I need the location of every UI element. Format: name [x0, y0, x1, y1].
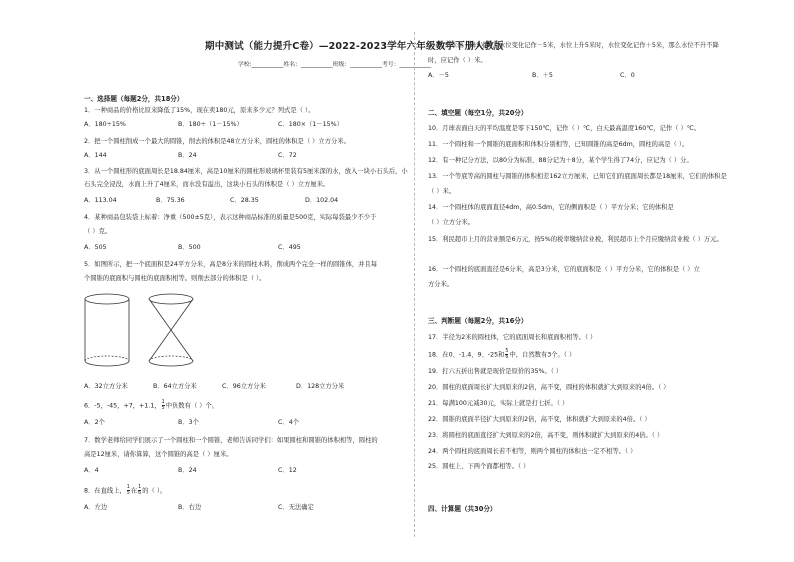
question-17: 17．半径为2米的圆柱体，它的底面周长和底面积相等。（ ） [428, 334, 597, 341]
question-2: 2．把一个圆柱削成一个最大的圆锥，削去的体积是48立方分米，圆柱的体积是（ ）立方分米。 [84, 138, 350, 145]
q6-option-a: A．2个 [84, 419, 105, 426]
question-20: 20．圆柱的底面周长扩大到原来的2倍，高不变，圆柱的体积就扩大到原来的4倍。（ ） [428, 384, 670, 391]
q4-option-c: C．495 [278, 244, 301, 251]
column-divider [414, 32, 415, 537]
double-cone-figure [146, 293, 196, 369]
question-6 [84, 400, 218, 411]
q3-option-b: B．75.36 [156, 197, 185, 204]
q7-option-c: C．12 [278, 467, 297, 474]
question-10: 10．月球表面白天的平均温度是零下150℃，记作（ ）℃，白天最高温度160℃，记作（ ）℃。 [428, 125, 701, 132]
q3-option-a: A．113.04 [84, 197, 117, 204]
student-info-line: 学校:___________姓名：___________班级：___________考号：___________ [238, 62, 432, 68]
q1-option-a: A．180÷15% [84, 121, 126, 128]
question-15: 15．利民超市上月的营业额是6万元，按5%的税率缴纳营业税，利民超市上个月应缴纳营业税（ ）万元。 [428, 236, 723, 243]
question-19: 19．打六五折出售就是现价是原价的35%。（ ） [428, 368, 563, 375]
question-12: 12．有一种记分方法，以80分为标准，88分记为＋8分，某个学生得了74分，应记为（ ）分。 [428, 157, 693, 164]
q9-option-c: C．0 [620, 72, 635, 79]
q6-option-c: C．4个 [278, 419, 299, 426]
q18-fraction [505, 349, 508, 360]
q5-option-d: D．128立方分米 [296, 383, 345, 390]
question-7-line-2: 高是12厘米，请你算算，这个圆锥的高是（ ）厘米。 [84, 451, 233, 458]
q7-option-a: A．4 [84, 467, 99, 474]
q8-text-post: 的（ ）。 [142, 487, 167, 495]
q8-fraction-1-numerator: 1 [126, 485, 130, 490]
question-22: 22．圆锥的底面半径扩大到原来的2倍，高不变，体积就扩大到原来的4倍。（ ） [428, 416, 651, 423]
question-16-line-1: 16．一个圆柱的底面直径是6分米，高是3分米，它的底面积是（ ）平方分米，它的体积是（ ）立 [428, 266, 700, 273]
q1-option-c: C．180×（1－15%） [278, 121, 343, 128]
q6-option-b: B．3个 [178, 419, 199, 426]
q5-option-b: B．64立方分米 [153, 383, 197, 390]
q18-text-post: 中，自然数有3个。（ ） [509, 351, 576, 359]
q8-text-mid: 在 [130, 487, 138, 495]
q6-fraction [162, 400, 165, 411]
q18-fraction-numerator: 5 [505, 349, 509, 354]
question-4-line-1: 4．某种商品包装袋上标着：净重（500±5克），表示这种商品标准的质量是500克，实际每袋最少不少于 [84, 214, 377, 221]
question-14-line-2: （ ）立方分米。 [428, 219, 475, 226]
question-4-line-2: （ ）克。 [84, 228, 112, 235]
cylinder-figure [82, 293, 132, 369]
question-5-line-2: 个圆锥的底面积与圆柱的底面积相等。则削去部分的体积是（ ）。 [84, 275, 266, 282]
section-calc-title: 四、计算题（共30分） [428, 505, 497, 513]
q18-fraction-denominator: 6 [505, 355, 509, 360]
section-judge-title: 三、判断题（每题2分，共16分） [428, 317, 528, 325]
q9-option-b: B．＋5 [532, 72, 553, 79]
q9-option-a: A．－5 [428, 72, 449, 79]
q8-option-a: A．左边 [84, 504, 108, 511]
question-1: 1．一种商品的价格比原来降低了15%，现在卖180元，原来多少元？列式是（ ）。 [84, 107, 315, 114]
section-fill-title: 二、填空题（每空1分，共20分） [428, 109, 528, 117]
q2-option-a: A．144 [84, 152, 107, 159]
q6-text-post: 中负数有（ ）个。 [165, 402, 219, 410]
q3-option-c: C．28.35 [230, 197, 259, 204]
q8-text-pre: 8．在直线上， [84, 487, 126, 495]
q4-option-a: A．505 [84, 244, 107, 251]
q8-option-b: B．右边 [178, 504, 202, 511]
q8-fraction-1 [127, 485, 130, 496]
q8-fraction-2-numerator: 1 [138, 485, 142, 490]
question-14-line-1: 14．一个圆柱体的底面直径4dm，高0.5dm，它的侧面积是（ ）平方分米；它的体积是 [428, 204, 674, 211]
question-21: 21．每满100元减30元，实际上就是打七折。（ ） [428, 400, 569, 407]
q1-option-b: B．180÷（1－15%） [178, 121, 243, 128]
q8-fraction-1-denominator: 5 [126, 491, 130, 496]
question-16-line-2: 方分米。 [428, 281, 454, 288]
q4-option-b: B．500 [178, 244, 201, 251]
q18-text-pre: 18．在0、-1.4、9、-25和 [428, 351, 505, 359]
page-title: 期中测试（能力提升C卷）—2022-2023学年六年级数学下册人教版 [205, 41, 504, 52]
q3-option-d: D．102.04 [305, 197, 339, 204]
q2-option-b: B．24 [178, 152, 197, 159]
q6-fraction-numerator: 1 [161, 400, 165, 405]
question-8 [84, 485, 166, 496]
question-23: 23．将圆柱的底面直径扩大到原来的2倍，高不变，则体积就扩大到原来的4倍。（ ） [428, 432, 664, 439]
question-13-line-2: （ ）米。 [428, 188, 456, 195]
question-7-line-1: 7．数学老师给同学们展示了一个圆柱和一个圆锥，老师告诉同学们：如果圆柱和圆锥的体积相等，圆柱的 [84, 437, 378, 444]
q8-fraction-2-denominator: 6 [138, 491, 142, 496]
question-11: 11．一个圆柱和一个圆锥的底面积和体积分别相等，已知圆锥的高是6dm，圆柱的高是（ ）。 [428, 141, 689, 148]
question-3-line-2: 石头完全浸没，水面上升了4厘米，而水没有溢出，这块小石头的体积是（ ）立方厘米。 [84, 181, 330, 188]
q6-fraction-denominator: 5 [161, 406, 165, 411]
q8-option-c: C．无法确定 [278, 504, 314, 511]
q8-fraction-2 [138, 485, 141, 496]
q5-option-a: A．32立方分米 [84, 383, 128, 390]
question-5-line-1: 5．如图所示，把一个底面积是24平方分米，高是8分米的圆柱木料，削成两个完全一样的圆锥体，并且每 [84, 261, 378, 268]
q6-text-pre: 6．-5，-45，+7，+1.1， [84, 402, 161, 410]
question-25: 25．圆柱上、下两个面都相等。（ ） [428, 463, 530, 470]
section-choice-title: 一、选择题（每题2分，共18分） [84, 95, 184, 103]
question-3-line-1: 3．从一个圆柱形的底面周长是18.84厘米，高是10厘米的圆柱形玻璃杯里装有5厘米深的水，放入一块小石头后，小 [84, 168, 408, 175]
question-24: 24．两个圆柱的底面周长若不相等，则两个圆柱的体积也一定不相等。（ ） [428, 448, 637, 455]
question-13-line-1: 13．一个等底等高的圆柱与圆锥的体积相差162立方厘米，已知它们的底面周长都是18厘米，它们的体积是 [428, 173, 727, 180]
question-9-line-2: 时，应记作（ ）米。 [428, 57, 487, 64]
q5-option-c: C．96立方分米 [222, 383, 266, 390]
question-9-line-1: 9．如果水位下降5米时，水位变化记作－5米，水位上升5米时，水位变化记作＋5米，那么水位不升不降 [428, 42, 719, 49]
q7-option-b: B．24 [178, 467, 197, 474]
q2-option-c: C．72 [278, 152, 297, 159]
question-18 [428, 349, 575, 360]
